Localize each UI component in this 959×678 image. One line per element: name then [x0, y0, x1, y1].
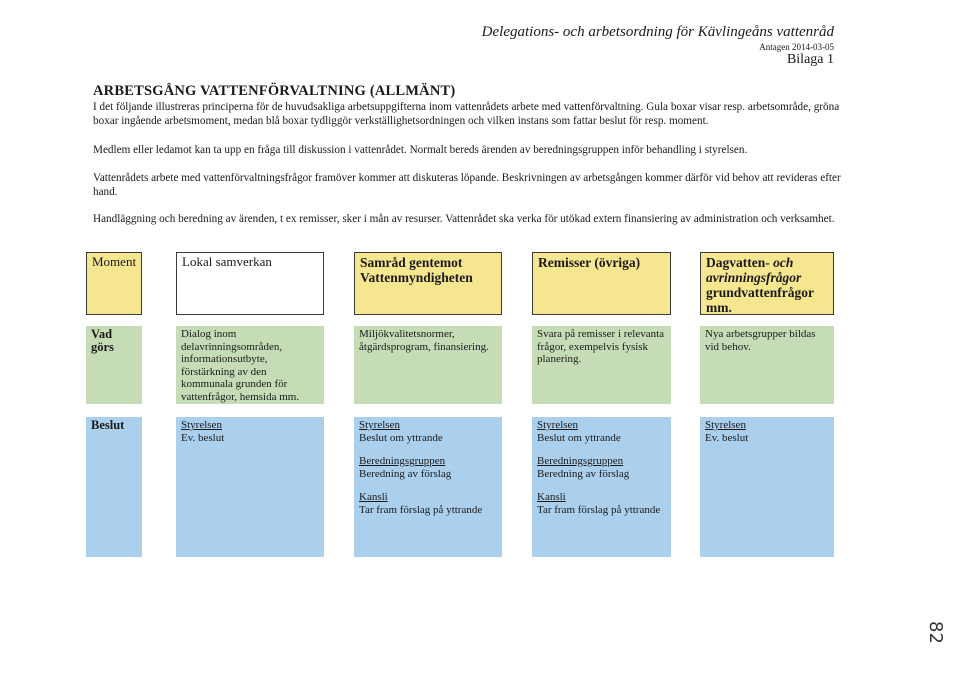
lokal-samverkan-header-label: Lokal samverkan	[182, 254, 272, 269]
dagvatten-header-bold: grundvattenfrågor mm.	[706, 285, 814, 315]
lokal-samverkan-beslut-box	[176, 417, 324, 557]
remisser-beslut-text-3: Tar fram förslag på yttrande	[537, 503, 661, 516]
dagvatten-vad-box	[700, 326, 834, 404]
remisser-header-box	[532, 252, 671, 315]
remisser-beslut-text-2: Beredning av förslag	[537, 467, 630, 480]
remisser-beslut-box	[532, 417, 671, 557]
samrad-beslut-org-2: Beredningsgruppen	[359, 455, 446, 467]
vad-gors-label: Vad görs	[91, 327, 114, 354]
page-heading: ARBETSGÅNG VATTENFÖRVALTNING (ALLMÄNT)	[93, 83, 456, 99]
remisser-header-label: Remisser (övriga)	[538, 255, 641, 270]
dagvatten-header-box	[700, 252, 834, 315]
remisser-vad-text: Svara på remisser i relevanta frågor, exempelvis fysisk planering.	[537, 328, 665, 365]
dagvatten-beslut-box	[700, 417, 834, 557]
dagvatten-vad-text: Nya arbetsgrupper bildas vid behov.	[705, 328, 816, 353]
samrad-header-label: Samråd gentemot Vattenmyndigheten	[360, 255, 473, 285]
beslut-label-box	[86, 417, 142, 557]
remisser-beslut-org-1: Styrelsen	[537, 419, 578, 431]
samrad-header-box	[354, 252, 502, 315]
remisser-beslut-text-1: Beslut om yttrande	[537, 431, 621, 444]
lokal-samverkan-beslut-org: Styrelsen	[181, 419, 222, 431]
dagvatten-beslut-text: Ev. beslut	[705, 431, 749, 444]
dagvatten-header-plain: Dagvatten-	[706, 255, 774, 270]
page-number-mark: 82	[924, 621, 946, 644]
samrad-beslut-org-3: Kansli	[359, 491, 388, 503]
lokal-samverkan-beslut-text: Ev. beslut	[181, 431, 225, 444]
lokal-samverkan-vad-box	[176, 326, 324, 404]
samrad-vad-box	[354, 326, 502, 404]
resources-paragraph: Handläggning och beredning av ärenden, t ex remisser, sker i mån av resurser. Vattenrådet ska verka för utökad extern finansiering av administration och verksamhet.	[93, 213, 835, 225]
vad-gors-label-box	[86, 326, 142, 404]
adopted-date: Antagen 2014-03-05	[759, 42, 834, 52]
member-paragraph: Medlem eller ledamot kan ta upp en fråga till diskussion i vattenrådet. Normalt bereds ärenden av beredningsgruppen inför behandling i styrelsen.	[93, 144, 748, 156]
samrad-beslut-org-1: Styrelsen	[359, 419, 400, 431]
document-title: Delegations- och arbetsordning för Kävlingeåns vattenråd	[481, 24, 834, 40]
remisser-vad-box	[532, 326, 671, 404]
samrad-vad-text: Miljökvalitetsnormer, åtgärdsprogram, finansiering.	[359, 328, 489, 353]
beslut-label: Beslut	[91, 418, 125, 432]
lokal-samverkan-header-box	[176, 252, 324, 315]
appendix-label: Bilaga 1	[786, 52, 834, 67]
moment-header-box	[86, 252, 142, 315]
dagvatten-header-italic: och avrinningsfrågor	[706, 255, 802, 285]
samrad-beslut-box	[354, 417, 502, 557]
lokal-samverkan-vad-text: Dialog inom delavrinningsområden, informationsutbyte, förstärkning av den kommunala grunden för vattenfrågor, hemsida mm.	[181, 328, 300, 403]
samrad-beslut-text-2: Beredning av förslag	[359, 467, 452, 480]
remisser-beslut-org-3: Kansli	[537, 491, 566, 503]
intro-paragraph: I det följande illustreras principerna för de huvudsakliga arbetsuppgifterna inom vattenrådets arbete med vattenförvaltning. Gula boxar visar resp. arbetsområde, gröna boxar ingående arbetsmoment, medan blå boxar tydliggör verkställighetsordningen och vilken instans som fattar beslut för resp. moment.	[93, 101, 840, 127]
remisser-beslut-org-2: Beredningsgruppen	[537, 455, 624, 467]
moment-header-label: Moment	[92, 254, 137, 269]
samrad-beslut-text-3: Tar fram förslag på yttrande	[359, 503, 483, 516]
revision-paragraph: Vattenrådets arbete med vattenförvaltningsfrågor framöver kommer att diskuteras löpande. Beskrivningen av arbetsgången kommer därför vid behov att revideras efter hand.	[93, 172, 841, 198]
samrad-beslut-text-1: Beslut om yttrande	[359, 431, 443, 444]
dagvatten-beslut-org: Styrelsen	[705, 419, 746, 431]
